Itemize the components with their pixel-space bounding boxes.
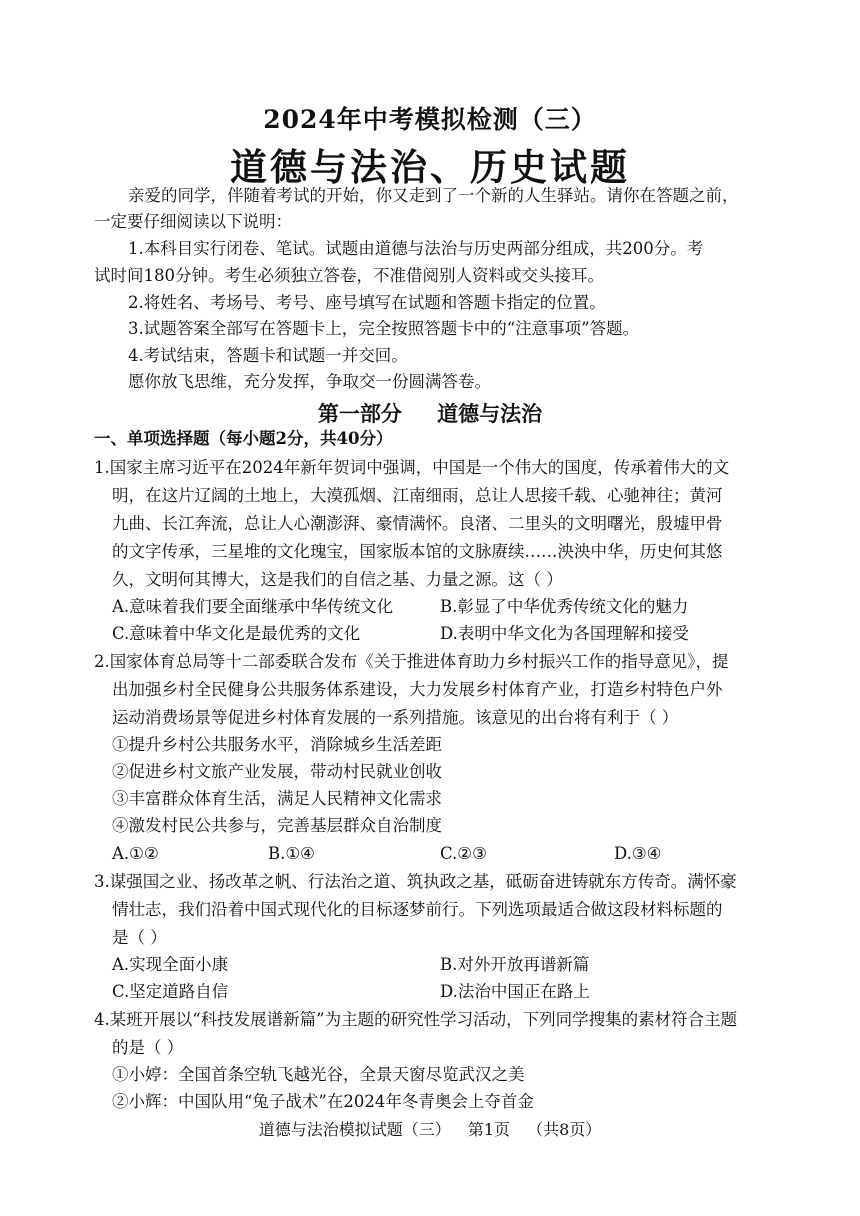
q1-line-4: 的文字传承，三星堆的文化瑰宝，国家版本馆的文脉赓续……泱泱中华，历史何其悠	[112, 542, 723, 561]
part-heading	[0, 398, 860, 428]
q2-option-b: B.①④	[268, 844, 315, 863]
q2-option-c: C.②③	[440, 844, 487, 863]
q3-option-d: D.法治中国正在路上	[440, 982, 590, 1001]
q3-option-b: B.对外开放再谱新篇	[440, 955, 590, 974]
instruction-item-2: 2.将姓名、考场号、考号、座号填写在试题和答题卡指定的位置。	[128, 293, 606, 312]
footer-paper-name: 道德与法治模拟试题（三）	[258, 1120, 451, 1139]
q1-option-c: C.意味着中华文化是最优秀的文化	[112, 624, 361, 643]
instruction-item-1-line-2: 试时间180分钟。考生必须独立答卷，不准借阅别人资料或交头接耳。	[94, 266, 604, 285]
section-heading: 一、单项选择题（每小题2分，共40分）	[94, 429, 393, 448]
footer-page-number: 第1页	[467, 1120, 510, 1139]
q3-line-3: 是（ ）	[112, 928, 167, 947]
page-footer	[0, 1117, 860, 1140]
q1-option-a: A.意味着我们要全面继承中华传统文化	[112, 597, 394, 616]
q4-line-1: 4.某班开展以“科技发展谱新篇”为主题的研究性学习活动，下列同学搜集的素材符合主题	[94, 1010, 738, 1029]
instruction-greeting-line-2: 一定要仔细阅读以下说明：	[94, 212, 292, 231]
part-name: 道德与法治	[437, 401, 543, 426]
q2-option-d: D.③④	[614, 844, 662, 863]
exam-title: 2024年中考模拟检测（三）	[263, 105, 597, 134]
q1-option-b: B.彰显了中华优秀传统文化的魅力	[440, 597, 689, 616]
part-label: 第一部分	[317, 401, 402, 426]
q3-line-1: 3.谋强国之业、扬改革之帆、行法治之道、筑执政之基，砥砺奋进铸就东方传奇。满怀豪	[94, 872, 737, 891]
q2-statement-2: ②促进乡村文旅产业发展，带动村民就业创收	[112, 762, 442, 781]
instruction-item-3: 3.试题答案全部写在答题卡上，完全按照答题卡中的“注意事项”答题。	[128, 319, 640, 338]
q3-option-c: C.坚定道路自信	[112, 982, 229, 1001]
instruction-item-1-line-1: 1.本科目实行闭卷、笔试。试题由道德与法治与历史两部分组成，共200分。考	[128, 239, 704, 258]
subject-title: 道德与法治、历史试题	[230, 145, 630, 189]
q4-statement-1: ①小婷：全国首条空轨飞越光谷，全景天窗尽览武汉之美	[112, 1065, 525, 1084]
q1-line-2: 明，在这片辽阔的土地上，大漠孤烟、江南细雨，总让人思接千载、心驰神往；黄河	[112, 486, 723, 505]
q1-option-d: D.表明中华文化为各国理解和接受	[440, 624, 689, 643]
q3-line-2: 情壮志，我们沿着中国式现代化的目标逐梦前行。下列选项最适合做这段材料标题的	[112, 900, 723, 919]
q2-option-a: A.①②	[112, 844, 159, 863]
instruction-wish: 愿你放飞思维，充分发挥，争取交一份圆满答卷。	[128, 372, 491, 391]
q4-line-2: 的是（ ）	[112, 1038, 184, 1057]
q2-statement-4: ④激发村民公共参与，完善基层群众自治制度	[112, 816, 442, 835]
q2-line-1: 2.国家体育总局等十二部委联合发布《关于推进体育助力乡村振兴工作的指导意见》，提	[94, 652, 729, 671]
footer-total-pages: （共8页）	[527, 1120, 602, 1139]
q4-statement-2: ②小辉：中国队用“兔子战术”在2024年冬青奥会上夺首金	[112, 1092, 534, 1111]
q3-option-a: A.实现全面小康	[112, 955, 229, 974]
q1-line-5: 久，文明何其博大，这是我们的自信之基、力量之源。这（ ）	[112, 570, 563, 589]
q2-statement-1: ①提升乡村公共服务水平，消除城乡生活差距	[112, 735, 442, 754]
q1-line-3: 九曲、长江奔流，总让人心潮澎湃、豪情满怀。良渚、二里头的文明曙光，殷墟甲骨	[112, 514, 723, 533]
q2-line-2: 出加强乡村全民健身公共服务体系建设，大力发展乡村体育产业，打造乡村特色户外	[112, 680, 723, 699]
q2-line-3: 运动消费场景等促进乡村体育发展的一系列措施。该意见的出台将有利于（ ）	[112, 708, 679, 727]
q1-line-1: 1.国家主席习近平在2024年新年贺词中强调，中国是一个伟大的国度，传承着伟大的文	[94, 458, 730, 477]
q2-statement-3: ③丰富群众体育生活，满足人民精神文化需求	[112, 789, 442, 808]
instruction-item-4: 4.考试结束，答题卡和试题一并交回。	[128, 346, 408, 365]
instruction-greeting-line-1: 亲爱的同学，伴随着考试的开始，你又走到了一个新的人生驿站。请你在答题之前，	[128, 186, 739, 205]
